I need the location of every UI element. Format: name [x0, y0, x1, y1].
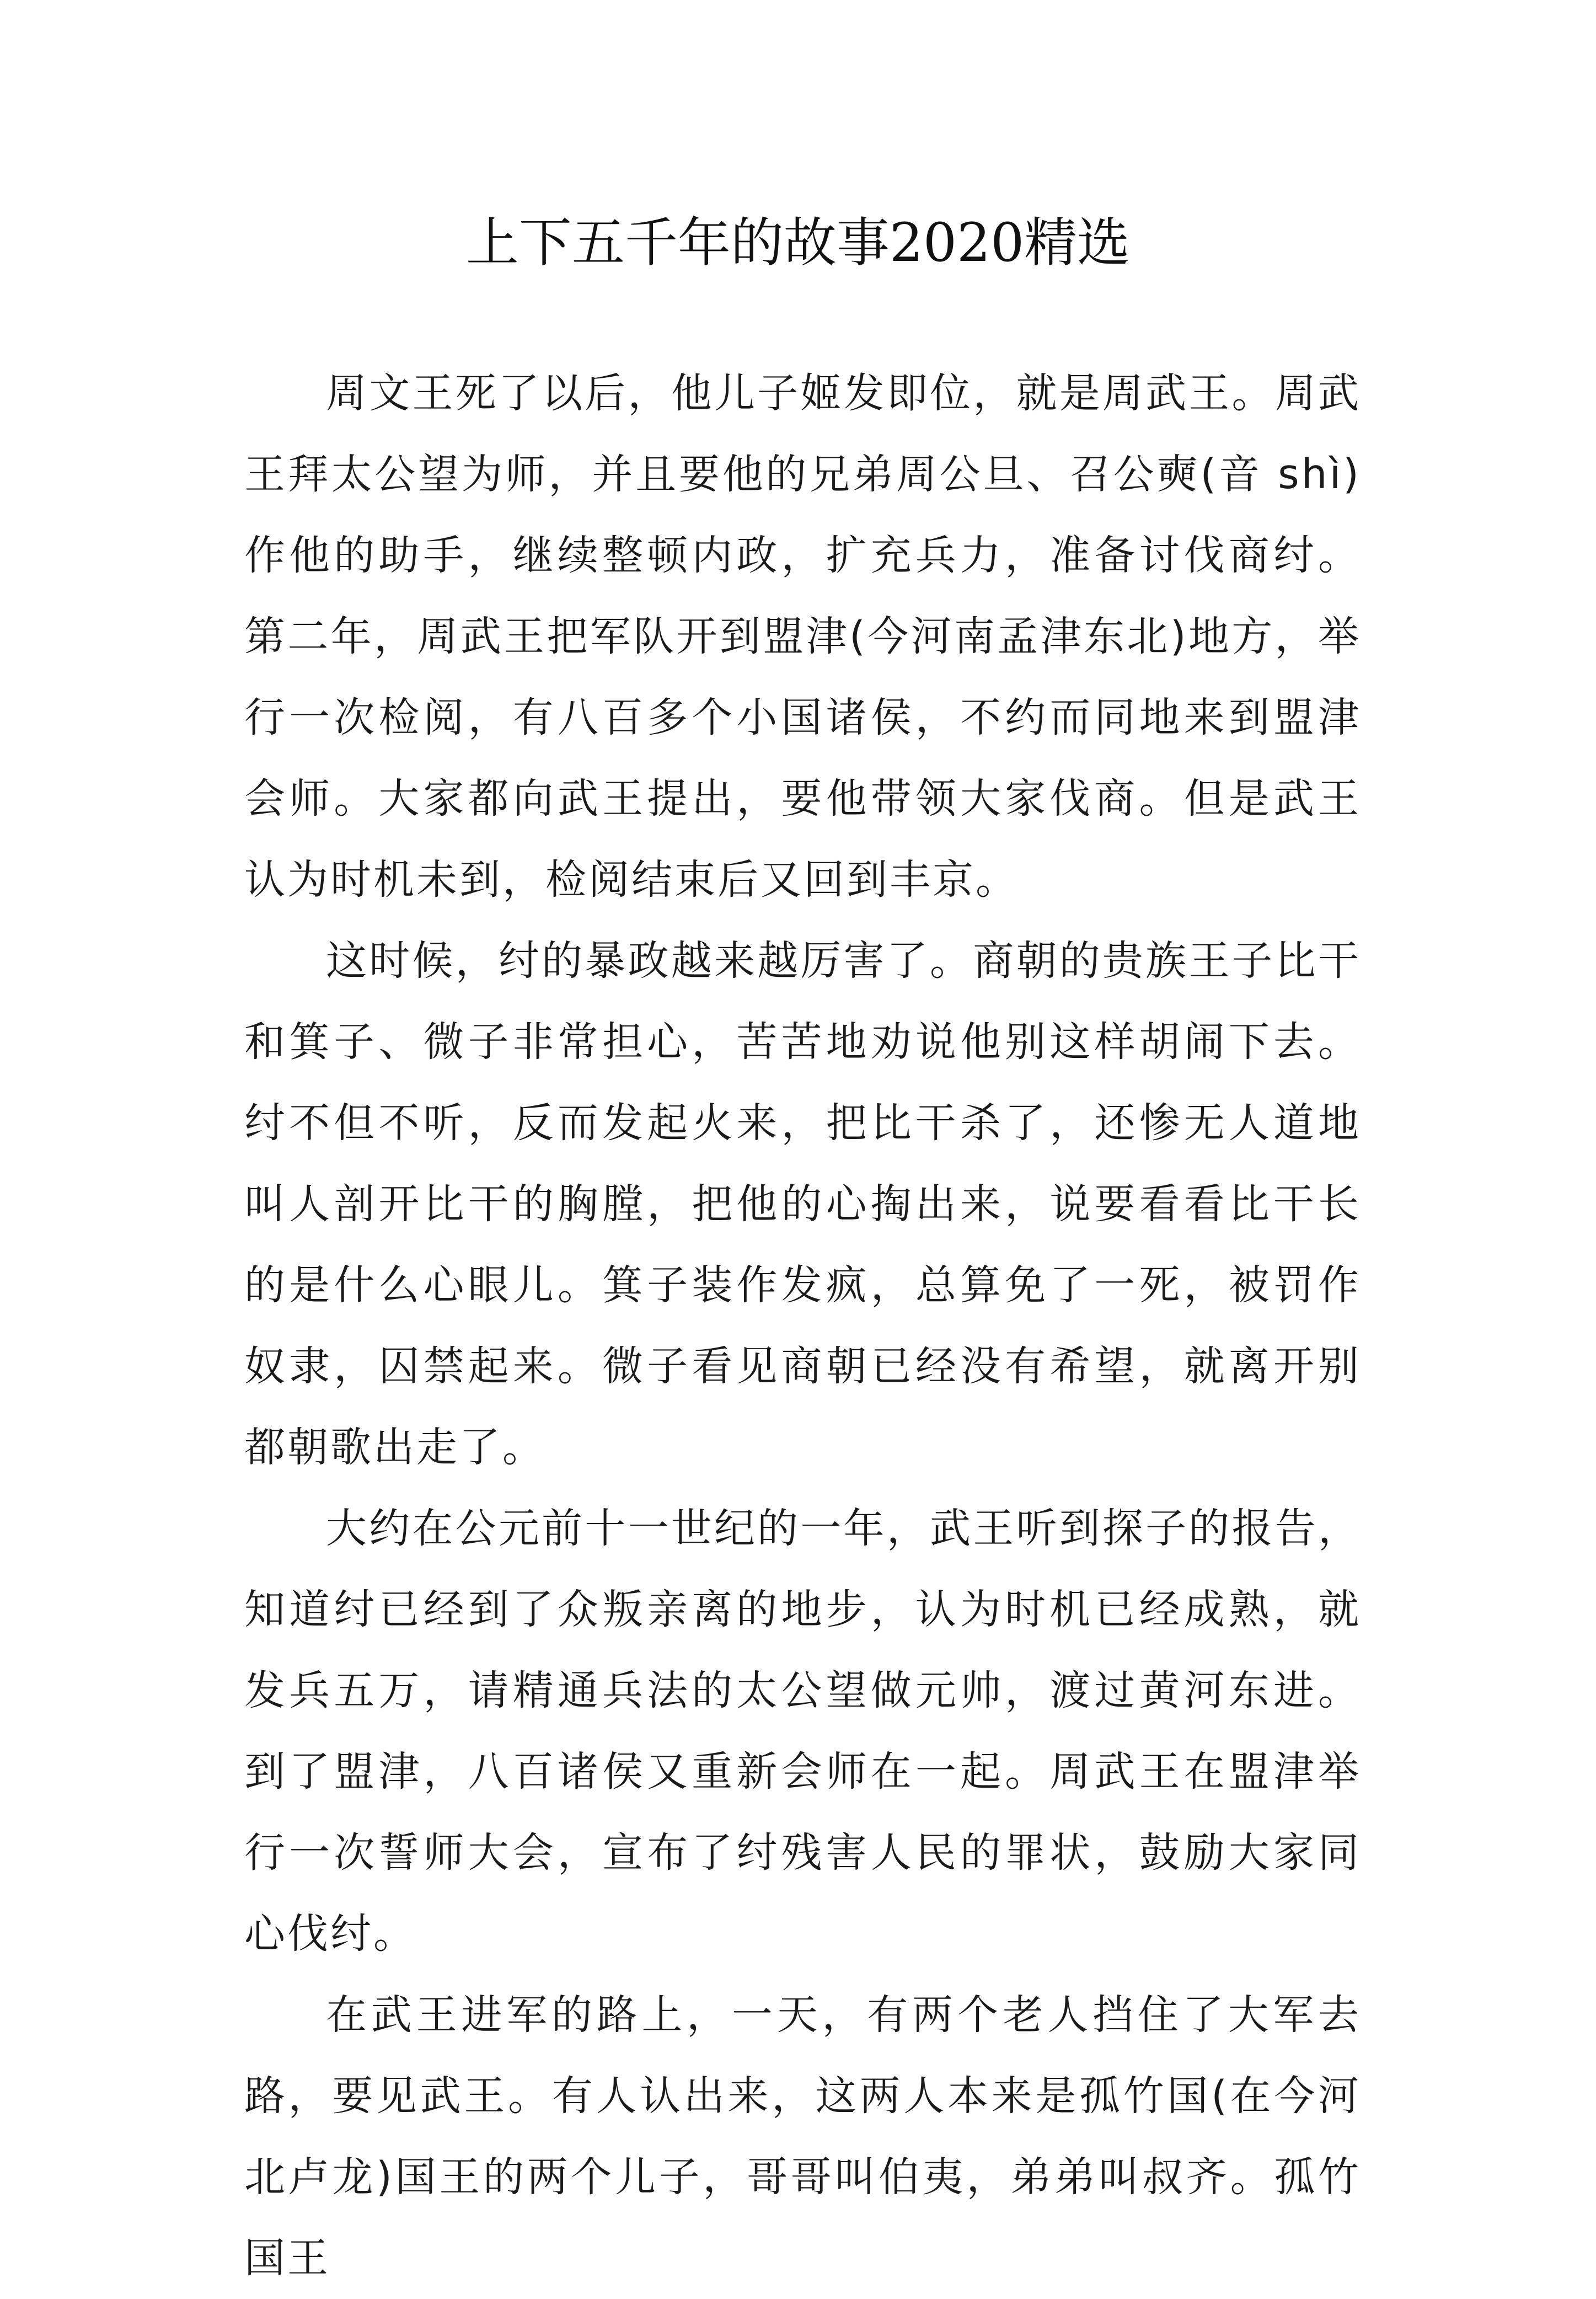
- paragraph-2: 这时候，纣的暴政越来越厉害了。商朝的贵族王子比干和箕子、微子非常担心，苦苦地劝说他别这样胡闹下去。纣不但不听，反而发起火来，把比干杀了，还惨无人道地叫人剖开比干的胸膛，把他的心掏出来，说要看看比干长的是什么心眼儿。箕子装作发疯，总算免了一死，被罚作奴隶，囚禁起来。微子看见商朝已经没有希望，就离开别都朝歌出走了。: [244, 937, 1361, 1471]
- paragraph-4: 在武王进军的路上，一天，有两个老人挡住了大军去路，要见武王。有人认出来，这两人本来是孤竹国(在今河北卢龙)国王的两个儿子，哥哥叫伯夷，弟弟叫叔齐。孤竹国王: [244, 1991, 1361, 2282]
- document-body: [244, 353, 1361, 2299]
- paragraph-3: 大约在公元前十一世纪的一年，武王听到探子的报告，知道纣已经到了众叛亲离的地步，认为时机已经成熟，就发兵五万，请精通兵法的太公望做元帅，渡过黄河东进。到了盟津，八百诸侯又重新会师在一起。周武王在盟津举行一次誓师大会，宣布了纣残害人民的罪状，鼓励大家同心伐纣。: [244, 1505, 1361, 1958]
- paragraph-1: 周文王死了以后，他儿子姬发即位，就是周武王。周武王拜太公望为师，并且要他的兄弟周公旦、召公奭(音 shì)作他的助手，继续整顿内政，扩充兵力，准备讨伐商纣。第二年，周武王把军队开到盟津(今河南孟津东北)地方，举行一次检阅，有八百多个小国诸侯，不约而同地来到盟津会师。大家都向武王提出，要他带领大家伐商。但是武王认为时机未到，检阅结束后又回到丰京。: [244, 370, 1361, 903]
- document-title: 上下五千年的故事2020精选: [465, 212, 1131, 274]
